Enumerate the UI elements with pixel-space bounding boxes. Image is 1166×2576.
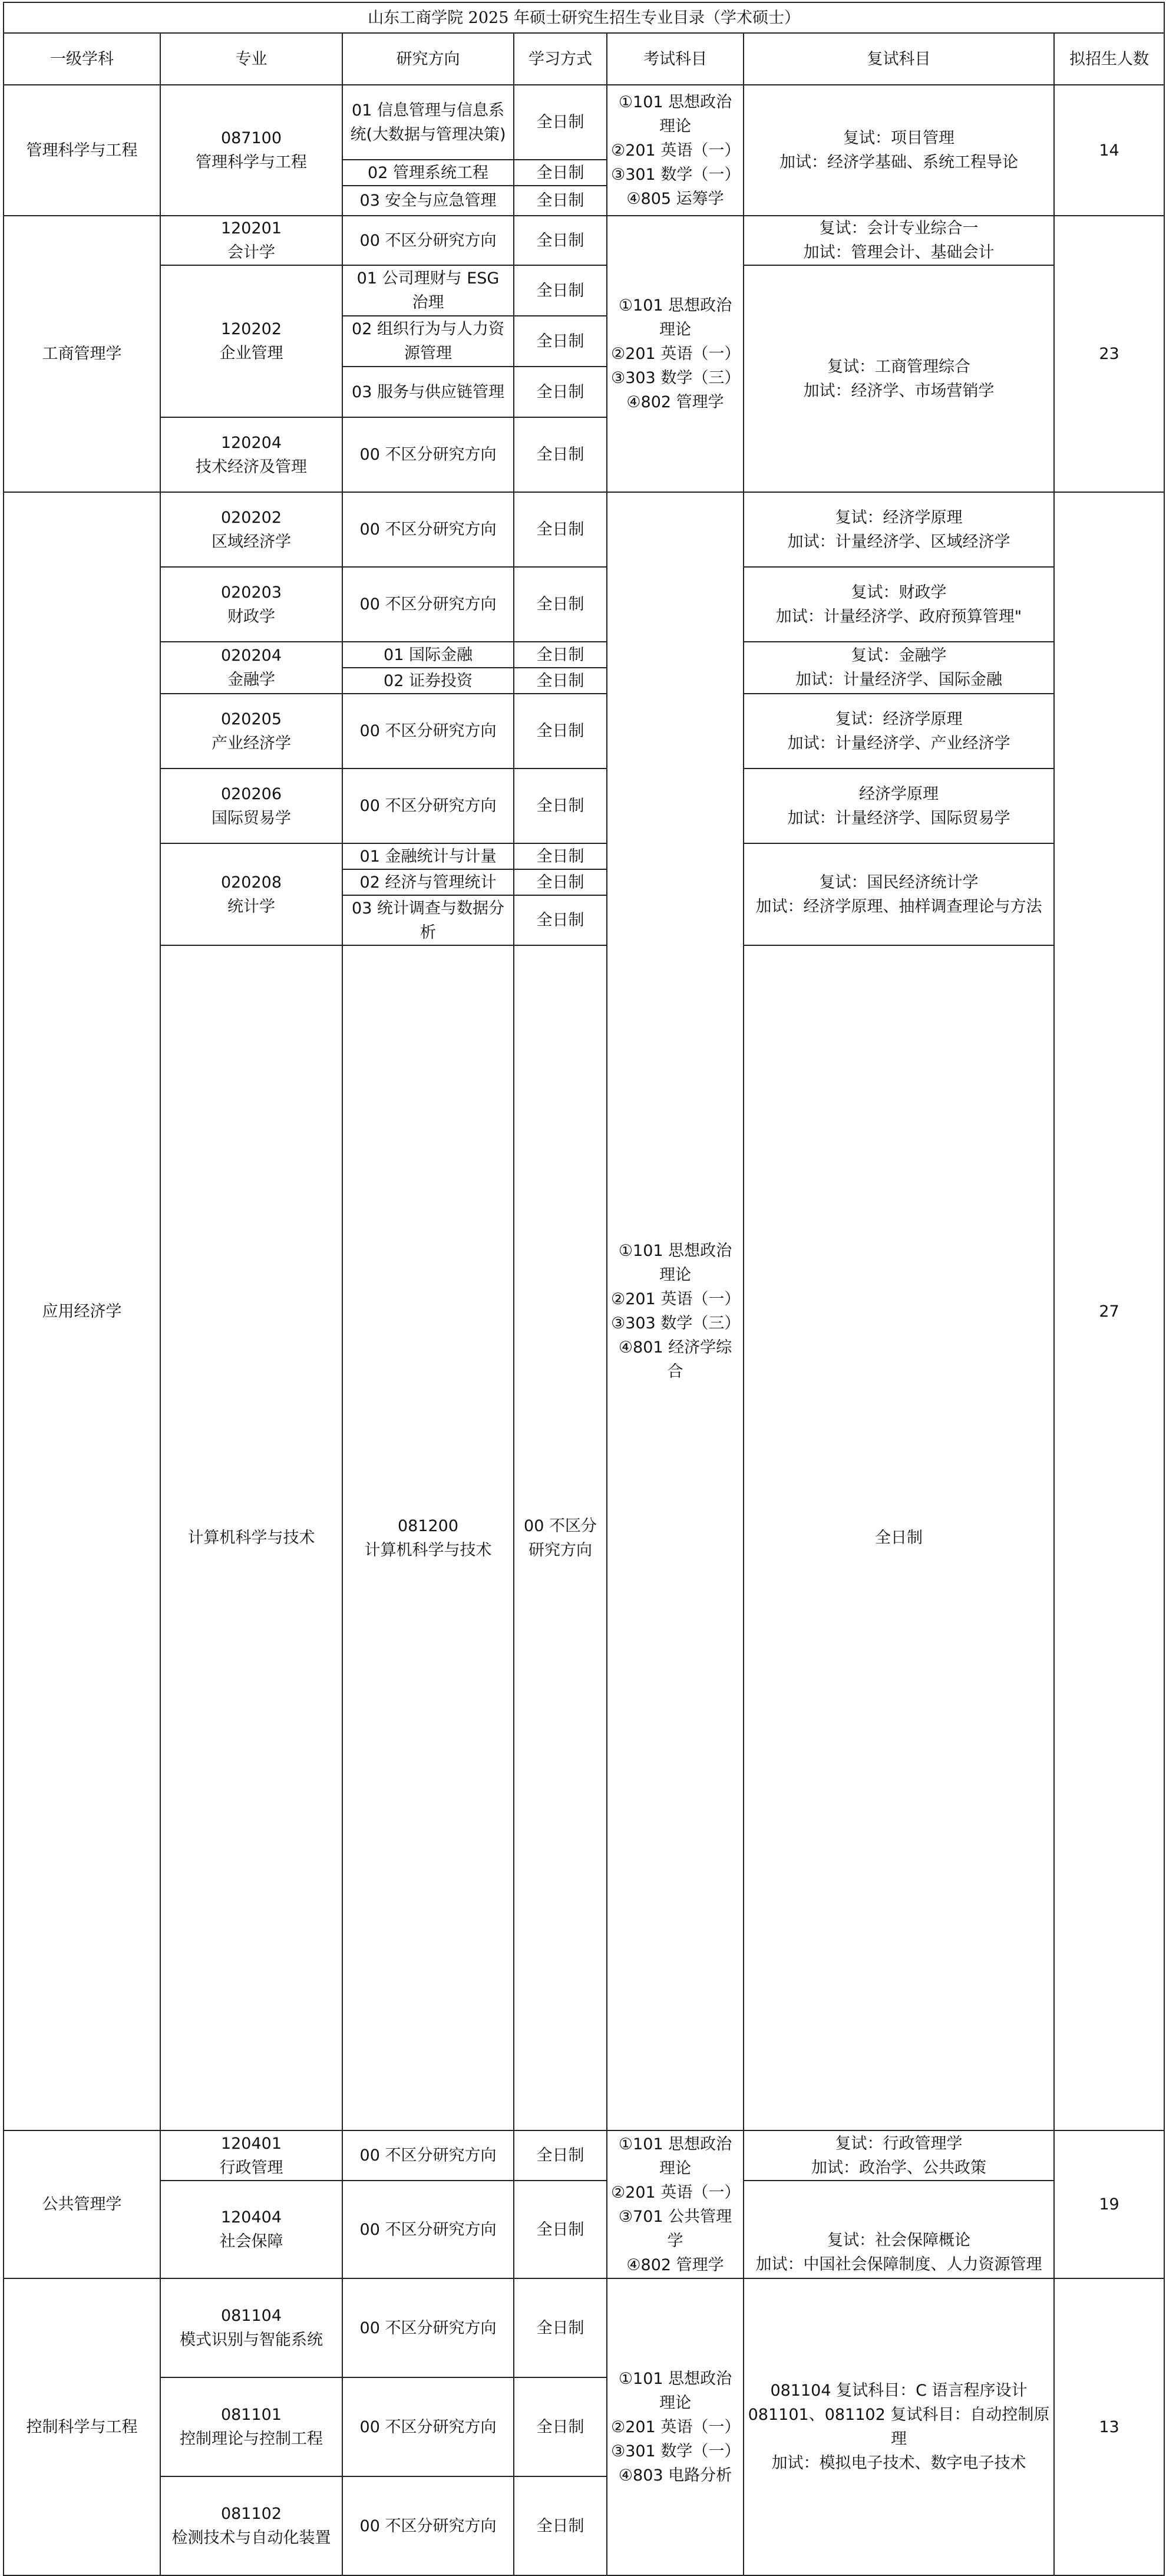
exam-subject: ④802 管理学 bbox=[626, 2255, 724, 2274]
table-row bbox=[4, 2181, 1164, 2278]
header-retest: 复试科目 bbox=[744, 33, 1054, 85]
table-row bbox=[4, 567, 1164, 642]
exam-subject: ②201 英语（一） bbox=[611, 2183, 741, 2202]
study-mode: 全日制 bbox=[514, 567, 607, 642]
retest-line: 复试：行政管理学 bbox=[835, 2134, 963, 2153]
table-row bbox=[4, 265, 1164, 316]
retest-line: 复试：项目管理 bbox=[843, 129, 954, 147]
major-code: 081104 bbox=[220, 2307, 282, 2325]
study-mode: 全日制 bbox=[514, 2377, 607, 2476]
quota: 14 bbox=[1054, 85, 1164, 216]
major-code: 081200 bbox=[397, 1516, 459, 1535]
major-code: 081101 bbox=[220, 2406, 282, 2424]
exam-subject: ②201 英语（一） bbox=[611, 2417, 741, 2436]
major-code: 020208 bbox=[220, 873, 282, 892]
exam-subject: ③303 数学（三） bbox=[611, 369, 741, 387]
header-direction: 研究方向 bbox=[342, 33, 514, 85]
retest-line: 加试：计量经济学、国际贸易学 bbox=[787, 809, 1010, 827]
major-cell bbox=[160, 492, 342, 567]
retest-subjects bbox=[744, 567, 1054, 642]
direction: 03 安全与应急管理 bbox=[342, 186, 514, 216]
major-name: 统计学 bbox=[227, 897, 275, 916]
enrollment-catalog bbox=[3, 2, 1164, 2547]
exam-subjects bbox=[607, 2130, 744, 2278]
major-name: 企业管理 bbox=[219, 344, 283, 362]
discipline-name: 控制科学与工程 bbox=[4, 2278, 160, 2575]
study-mode: 全日制 bbox=[514, 869, 607, 895]
direction: 01 信息管理与信息系统(大数据与管理决策) bbox=[342, 85, 514, 160]
major-cell bbox=[160, 642, 342, 694]
exam-subjects bbox=[607, 85, 744, 216]
major-cell bbox=[160, 2377, 342, 2476]
direction: 03 统计调查与数据分析 bbox=[342, 895, 514, 945]
major-code: 020204 bbox=[220, 647, 282, 665]
retest-line: 复试：工商管理综合 bbox=[827, 357, 970, 376]
major-cell bbox=[160, 2476, 342, 2575]
table-row bbox=[4, 492, 1164, 567]
major-cell bbox=[160, 265, 342, 417]
direction: 03 服务与供应链管理 bbox=[342, 367, 514, 417]
retest-line: 加试：经济学、市场营销学 bbox=[803, 381, 995, 400]
exam-subject: ①101 思想政治理论 bbox=[618, 296, 732, 339]
major-name: 技术经济及管理 bbox=[196, 457, 307, 476]
retest-line: 加试：管理会计、基础会计 bbox=[803, 243, 995, 262]
direction: 00 不区分研究方向 bbox=[514, 945, 607, 2130]
retest-line: 复试：国民经济统计学 bbox=[819, 873, 979, 892]
study-mode: 全日制 bbox=[514, 316, 607, 367]
major-cell bbox=[160, 216, 342, 265]
header-discipline: 一级学科 bbox=[4, 33, 160, 85]
table-row bbox=[4, 2130, 1164, 2181]
major-cell bbox=[160, 2278, 342, 2377]
retest-subjects bbox=[744, 2181, 1054, 2278]
study-mode: 全日制 bbox=[514, 2278, 607, 2377]
direction: 02 管理系统工程 bbox=[342, 160, 514, 186]
table-row bbox=[4, 85, 1164, 160]
exam-subject: ②201 英语（一） bbox=[611, 1290, 741, 1308]
major-name: 模式识别与智能系统 bbox=[180, 2331, 323, 2349]
exam-subject: ④803 电路分析 bbox=[618, 2466, 732, 2485]
exam-subject: ④801 经济学综合 bbox=[618, 1338, 732, 1381]
retest-line: 复试：经济学原理 bbox=[835, 710, 963, 728]
table-row bbox=[4, 843, 1164, 869]
major-name: 检测技术与自动化装置 bbox=[171, 2529, 331, 2547]
major-cell bbox=[160, 768, 342, 843]
study-mode: 全日制 bbox=[514, 492, 607, 567]
major-code: 020206 bbox=[220, 784, 282, 803]
major-name: 区域经济学 bbox=[212, 532, 291, 551]
retest-line: 加试：计量经济学、政府预算管理" bbox=[775, 607, 1022, 626]
major-name: 控制理论与控制工程 bbox=[180, 2430, 323, 2448]
major-name: 国际贸易学 bbox=[212, 809, 291, 827]
retest-subjects bbox=[744, 2130, 1054, 2181]
retest-line: 复试：金融学 bbox=[851, 647, 947, 665]
major-name: 行政管理 bbox=[219, 2158, 283, 2177]
table-row bbox=[4, 945, 1164, 2130]
direction: 00 不区分研究方向 bbox=[342, 2377, 514, 2476]
table-row bbox=[4, 2278, 1164, 2377]
retest-subjects bbox=[744, 265, 1054, 492]
retest-subjects bbox=[744, 2278, 1054, 2575]
retest-line: 复试：社会保障概论 bbox=[827, 2231, 970, 2250]
major-code: 120204 bbox=[220, 433, 282, 452]
direction: 02 证券投资 bbox=[342, 668, 514, 694]
direction: 00 不区分研究方向 bbox=[342, 492, 514, 567]
quota: 13 bbox=[1054, 2278, 1164, 2575]
retest-line: 加试：中国社会保障制度、人力资源管理 bbox=[755, 2255, 1042, 2274]
table-row bbox=[4, 216, 1164, 265]
major-cell bbox=[160, 417, 342, 492]
exam-subject: ③301 数学（一） bbox=[611, 165, 741, 184]
discipline-name: 公共管理学 bbox=[4, 2130, 160, 2278]
exam-subject: ③303 数学（三） bbox=[611, 1314, 741, 1332]
direction: 00 不区分研究方向 bbox=[342, 2181, 514, 2278]
page-title: 山东工商学院 2025 年硕士研究生招生专业目录（学术硕士） bbox=[4, 2, 1164, 33]
exam-subjects bbox=[607, 492, 744, 2130]
major-code: 081102 bbox=[220, 2505, 282, 2523]
header-exam: 考试科目 bbox=[607, 33, 744, 85]
study-mode: 全日制 bbox=[514, 768, 607, 843]
major-code: 120401 bbox=[220, 2134, 282, 2153]
study-mode: 全日制 bbox=[514, 895, 607, 945]
study-mode: 全日制 bbox=[744, 945, 1054, 2130]
discipline-name: 管理科学与工程 bbox=[4, 85, 160, 216]
direction: 00 不区分研究方向 bbox=[342, 2278, 514, 2377]
quota: 19 bbox=[1054, 2130, 1164, 2278]
study-mode: 全日制 bbox=[514, 668, 607, 694]
retest-line: 加试：经济学原理、抽样调查理论与方法 bbox=[755, 897, 1042, 916]
direction: 00 不区分研究方向 bbox=[342, 417, 514, 492]
study-mode: 全日制 bbox=[514, 2130, 607, 2181]
major-name: 社会保障 bbox=[219, 2232, 283, 2251]
major-cell bbox=[160, 2181, 342, 2278]
header-quota: 拟招生人数 bbox=[1054, 33, 1164, 85]
retest-subjects bbox=[744, 843, 1054, 945]
study-mode: 全日制 bbox=[514, 265, 607, 316]
major-cell bbox=[160, 85, 342, 216]
retest-line: 081101、081102 复试科目：自动控制原理 bbox=[748, 2406, 1050, 2448]
table-row bbox=[4, 694, 1164, 768]
catalog-table bbox=[3, 2, 1165, 2576]
study-mode: 全日制 bbox=[514, 694, 607, 768]
direction: 02 经济与管理统计 bbox=[342, 869, 514, 895]
retest-subjects bbox=[744, 642, 1054, 694]
major-cell bbox=[160, 567, 342, 642]
discipline-name: 计算机科学与技术 bbox=[160, 945, 342, 2130]
retest-subjects bbox=[744, 492, 1054, 567]
retest-subjects bbox=[744, 768, 1054, 843]
exam-subjects bbox=[607, 216, 744, 492]
exam-subject: ④802 管理学 bbox=[626, 393, 724, 411]
study-mode: 全日制 bbox=[514, 2181, 607, 2278]
retest-line: 复试：财政学 bbox=[851, 583, 947, 602]
study-mode: 全日制 bbox=[514, 642, 607, 668]
major-cell bbox=[342, 945, 514, 2130]
discipline-name: 工商管理学 bbox=[4, 216, 160, 492]
major-name: 金融学 bbox=[227, 671, 275, 689]
retest-line: 081104 复试科目：C 语言程序设计 bbox=[770, 2382, 1028, 2400]
exam-subject: ①101 思想政治理论 bbox=[618, 2135, 732, 2178]
major-code: 120404 bbox=[220, 2208, 282, 2227]
major-cell bbox=[160, 843, 342, 945]
major-code: 020203 bbox=[220, 583, 282, 602]
retest-line: 加试：计量经济学、区域经济学 bbox=[787, 532, 1010, 551]
table-row bbox=[4, 768, 1164, 843]
major-code: 020205 bbox=[220, 710, 282, 728]
direction: 00 不区分研究方向 bbox=[342, 768, 514, 843]
table-row bbox=[4, 642, 1164, 668]
header-major: 专业 bbox=[160, 33, 342, 85]
quota: 27 bbox=[1054, 492, 1164, 2130]
direction: 01 金融统计与计量 bbox=[342, 843, 514, 869]
direction: 02 组织行为与人力资源管理 bbox=[342, 316, 514, 367]
study-mode: 全日制 bbox=[514, 85, 607, 160]
study-mode: 全日制 bbox=[514, 160, 607, 186]
exam-subjects bbox=[607, 2278, 744, 2575]
exam-subject: ②201 英语（一） bbox=[611, 345, 741, 363]
major-name: 财政学 bbox=[227, 607, 275, 626]
retest-line: 加试：计量经济学、国际金融 bbox=[795, 671, 1002, 689]
major-cell bbox=[160, 2130, 342, 2181]
study-mode: 全日制 bbox=[514, 2476, 607, 2575]
study-mode: 全日制 bbox=[514, 367, 607, 417]
study-mode: 全日制 bbox=[514, 417, 607, 492]
discipline-name: 应用经济学 bbox=[4, 492, 160, 2130]
retest-line: 加试：政治学、公共政策 bbox=[811, 2158, 986, 2177]
major-code: 120201 bbox=[220, 219, 282, 238]
retest-line: 加试：模拟电子技术、数字电子技术 bbox=[771, 2454, 1026, 2472]
retest-subjects bbox=[744, 216, 1054, 265]
major-name: 管理科学与工程 bbox=[196, 153, 307, 171]
direction: 01 公司理财与 ESG 治理 bbox=[342, 265, 514, 316]
major-name: 计算机科学与技术 bbox=[364, 1541, 492, 1559]
direction: 00 不区分研究方向 bbox=[342, 216, 514, 265]
major-code: 087100 bbox=[220, 129, 282, 147]
major-code: 020202 bbox=[220, 508, 282, 527]
major-cell bbox=[160, 694, 342, 768]
retest-line: 经济学原理 bbox=[859, 784, 939, 803]
header-study-mode: 学习方式 bbox=[514, 33, 607, 85]
study-mode: 全日制 bbox=[514, 843, 607, 869]
exam-subject: ①101 思想政治理论 bbox=[618, 2369, 732, 2412]
direction: 01 国际金融 bbox=[342, 642, 514, 668]
direction: 00 不区分研究方向 bbox=[342, 567, 514, 642]
direction: 00 不区分研究方向 bbox=[342, 2130, 514, 2181]
major-code: 120202 bbox=[220, 320, 282, 338]
retest-subjects bbox=[744, 85, 1054, 216]
exam-subject: ②201 英语（一） bbox=[611, 141, 741, 160]
retest-line: 加试：计量经济学、产业经济学 bbox=[787, 734, 1010, 753]
retest-subjects bbox=[744, 694, 1054, 768]
exam-subject: ①101 思想政治理论 bbox=[618, 1242, 732, 1284]
exam-subject: ④805 运筹学 bbox=[626, 189, 724, 208]
major-name: 产业经济学 bbox=[212, 734, 291, 753]
major-name: 会计学 bbox=[227, 243, 275, 262]
study-mode: 全日制 bbox=[514, 186, 607, 216]
exam-subject: ③701 公共管理学 bbox=[618, 2207, 732, 2250]
retest-line: 复试：经济学原理 bbox=[835, 508, 963, 527]
exam-subject: ③301 数学（一） bbox=[611, 2442, 741, 2460]
direction: 00 不区分研究方向 bbox=[342, 2476, 514, 2575]
retest-line: 加试：经济学基础、系统工程导论 bbox=[779, 153, 1018, 171]
exam-subject: ①101 思想政治理论 bbox=[618, 93, 732, 136]
direction: 00 不区分研究方向 bbox=[342, 694, 514, 768]
quota: 23 bbox=[1054, 216, 1164, 492]
retest-line: 复试：会计专业综合一 bbox=[819, 219, 979, 238]
study-mode: 全日制 bbox=[514, 216, 607, 265]
